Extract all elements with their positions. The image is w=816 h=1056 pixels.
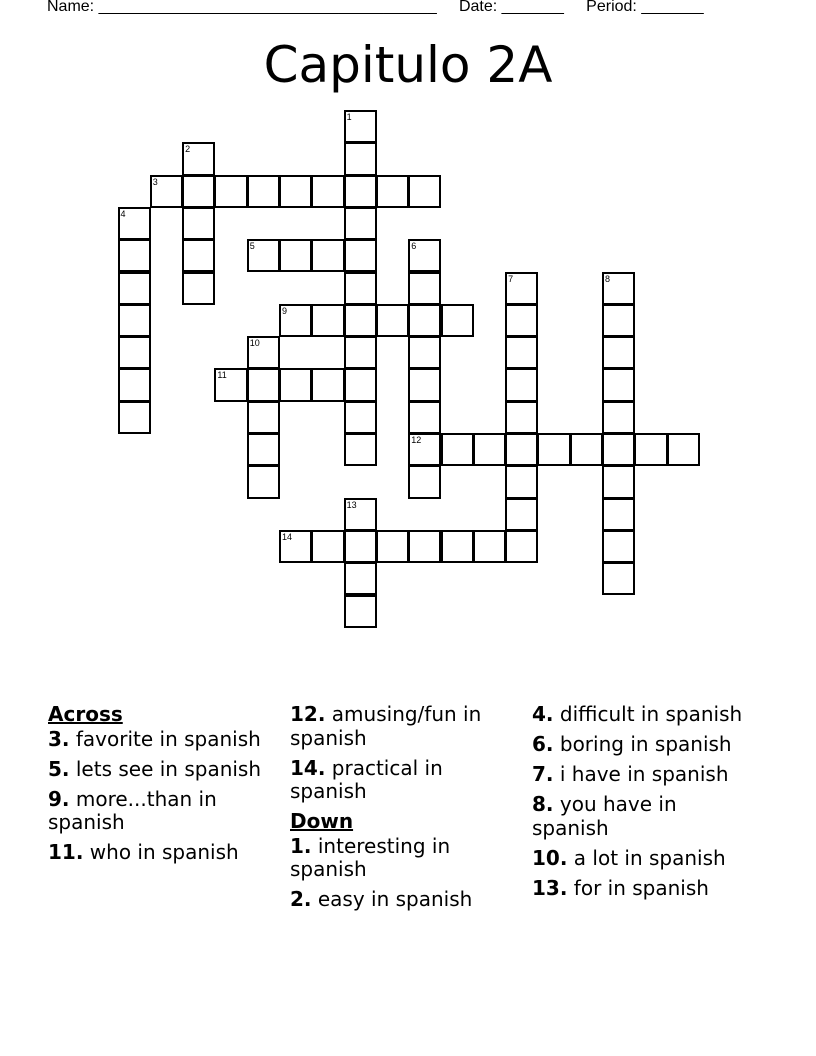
grid-cell[interactable] bbox=[376, 304, 409, 337]
grid-cell[interactable] bbox=[311, 175, 344, 208]
grid-cell[interactable] bbox=[311, 530, 344, 563]
grid-cell[interactable] bbox=[602, 368, 635, 401]
grid-cell[interactable] bbox=[344, 562, 377, 595]
grid-cell-7[interactable] bbox=[505, 272, 538, 305]
grid-cell[interactable] bbox=[634, 433, 667, 466]
cell-number: 11 bbox=[217, 370, 227, 381]
clue-down-6: 6. boring in spanish bbox=[532, 732, 732, 756]
grid-cell[interactable] bbox=[505, 530, 538, 563]
clue-column-1 bbox=[48, 703, 273, 871]
grid-cell[interactable] bbox=[408, 304, 441, 337]
clue-across-5: 5. lets see in spanish bbox=[48, 756, 262, 781]
grid-cell[interactable] bbox=[247, 433, 280, 466]
grid-cell[interactable] bbox=[344, 530, 377, 563]
grid-cell[interactable] bbox=[602, 562, 635, 595]
clue-down-4: 4. difficult in spanish bbox=[532, 702, 743, 726]
grid-cell[interactable] bbox=[602, 401, 635, 434]
grid-cell-2[interactable] bbox=[182, 142, 215, 175]
cell-number: 3 bbox=[152, 176, 158, 187]
grid-cell[interactable] bbox=[602, 433, 635, 466]
grid-cell[interactable] bbox=[344, 401, 377, 434]
grid-cell[interactable] bbox=[247, 368, 280, 401]
date-field-label[interactable]: Date: _______ bbox=[458, 0, 564, 15]
cell-number: 4 bbox=[120, 208, 126, 219]
cell-number: 9 bbox=[282, 305, 288, 316]
clue-across-12: 12. amusing/fun in spanish bbox=[290, 702, 482, 750]
grid-cell[interactable] bbox=[344, 239, 377, 272]
grid-cell[interactable] bbox=[602, 530, 635, 563]
grid-cell[interactable] bbox=[247, 175, 280, 208]
grid-cell-5[interactable] bbox=[247, 239, 280, 272]
grid-cell[interactable] bbox=[344, 336, 377, 369]
across-heading: Across bbox=[48, 702, 123, 726]
page-title: Capitulo 2A bbox=[263, 36, 553, 94]
period-field-label[interactable]: Period: _______ bbox=[586, 0, 704, 15]
grid-cell[interactable] bbox=[118, 304, 151, 337]
grid-cell[interactable] bbox=[182, 272, 215, 305]
grid-cell[interactable] bbox=[473, 433, 506, 466]
clue-column-2 bbox=[290, 703, 515, 918]
grid-cell[interactable] bbox=[311, 368, 344, 401]
clue-across-3: 3. favorite in spanish bbox=[48, 726, 261, 751]
clue-across-11: 11. who in spanish bbox=[48, 840, 239, 864]
grid-cell[interactable] bbox=[602, 465, 635, 498]
grid-cell[interactable] bbox=[570, 433, 603, 466]
grid-cell-4[interactable] bbox=[118, 207, 151, 240]
cell-number: 7 bbox=[508, 273, 514, 284]
grid-cell-8[interactable] bbox=[602, 272, 635, 305]
grid-cell[interactable] bbox=[118, 272, 151, 305]
clue-down-1: 1. interesting in spanish bbox=[290, 833, 451, 881]
clue-down-10: 10. a lot in spanish bbox=[532, 845, 726, 870]
grid-cell[interactable] bbox=[473, 530, 506, 563]
grid-cell[interactable] bbox=[505, 465, 538, 498]
grid-cell-13[interactable] bbox=[344, 498, 377, 531]
clue-down-7: 7. i have in spanish bbox=[532, 762, 729, 786]
grid-cell[interactable] bbox=[505, 336, 538, 369]
grid-cell[interactable] bbox=[441, 304, 474, 337]
grid-cell[interactable] bbox=[602, 304, 635, 337]
grid-cell[interactable] bbox=[344, 595, 377, 628]
name-field-label[interactable]: Name: ______________________________________ bbox=[47, 0, 437, 15]
grid-cell[interactable] bbox=[247, 401, 280, 434]
grid-cell-6[interactable] bbox=[408, 239, 441, 272]
grid-cell[interactable] bbox=[182, 207, 215, 240]
grid-cell-3[interactable] bbox=[150, 175, 183, 208]
cell-number: 13 bbox=[346, 499, 357, 510]
grid-cell[interactable] bbox=[505, 401, 538, 434]
grid-cell[interactable] bbox=[214, 175, 247, 208]
grid-cell[interactable] bbox=[118, 368, 151, 401]
grid-cell[interactable] bbox=[182, 239, 215, 272]
grid-cell[interactable] bbox=[376, 530, 409, 563]
grid-cell[interactable] bbox=[279, 368, 312, 401]
grid-cell[interactable] bbox=[408, 465, 441, 498]
grid-cell[interactable] bbox=[247, 465, 280, 498]
grid-cell[interactable] bbox=[602, 336, 635, 369]
grid-cell-9[interactable] bbox=[279, 304, 312, 337]
grid-cell[interactable] bbox=[505, 498, 538, 531]
grid-cell[interactable] bbox=[118, 401, 151, 434]
grid-cell-11[interactable] bbox=[214, 368, 247, 401]
grid-cell[interactable] bbox=[505, 304, 538, 337]
grid-cell[interactable] bbox=[344, 272, 377, 305]
grid-cell[interactable] bbox=[311, 304, 344, 337]
grid-cell[interactable] bbox=[376, 175, 409, 208]
grid-cell[interactable] bbox=[602, 498, 635, 531]
cell-number: 10 bbox=[249, 338, 260, 349]
grid-cell[interactable] bbox=[667, 433, 700, 466]
grid-cell[interactable] bbox=[118, 239, 151, 272]
grid-cell[interactable] bbox=[182, 175, 215, 208]
cell-number: 5 bbox=[249, 241, 255, 252]
grid-cell[interactable] bbox=[441, 433, 474, 466]
grid-cell[interactable] bbox=[279, 239, 312, 272]
grid-cell-1[interactable] bbox=[344, 110, 377, 143]
cell-number: 12 bbox=[411, 435, 422, 445]
grid-cell[interactable] bbox=[505, 433, 538, 466]
grid-cell[interactable] bbox=[118, 336, 151, 369]
grid-cell[interactable] bbox=[441, 530, 474, 563]
grid-cell-10[interactable] bbox=[247, 336, 280, 369]
cell-number: 1 bbox=[346, 112, 352, 122]
clue-column-3 bbox=[532, 703, 757, 907]
clue-across-14: 14. practical in spanish bbox=[290, 755, 443, 803]
grid-cell[interactable] bbox=[344, 368, 377, 401]
cell-number: 8 bbox=[605, 273, 611, 284]
grid-cell[interactable] bbox=[344, 207, 377, 240]
cell-number: 6 bbox=[411, 241, 417, 252]
grid-cell[interactable] bbox=[408, 272, 441, 305]
clue-down-13: 13. for in spanish bbox=[532, 875, 709, 900]
clue-across-9: 9. more...than in spanish bbox=[48, 786, 217, 834]
grid-cell-12[interactable] bbox=[408, 433, 441, 466]
grid-cell[interactable] bbox=[344, 304, 377, 337]
grid-cell[interactable] bbox=[279, 175, 312, 208]
grid-cell-14[interactable] bbox=[279, 530, 312, 563]
grid-cell[interactable] bbox=[344, 175, 377, 208]
grid-cell[interactable] bbox=[408, 368, 441, 401]
grid-cell[interactable] bbox=[344, 142, 377, 175]
grid-cell[interactable] bbox=[537, 433, 570, 466]
clue-down-8: 8. you have in spanish bbox=[532, 792, 677, 840]
grid-cell[interactable] bbox=[408, 336, 441, 369]
grid-cell[interactable] bbox=[408, 401, 441, 434]
grid-cell[interactable] bbox=[505, 368, 538, 401]
clue-down-2: 2. easy in spanish bbox=[290, 887, 473, 911]
grid-cell[interactable] bbox=[408, 530, 441, 563]
grid-cell[interactable] bbox=[311, 239, 344, 272]
cell-number: 2 bbox=[185, 144, 191, 155]
grid-cell[interactable] bbox=[408, 175, 441, 208]
cell-number: 14 bbox=[282, 531, 293, 542]
grid-cell[interactable] bbox=[344, 433, 377, 466]
down-heading: Down bbox=[290, 809, 354, 833]
